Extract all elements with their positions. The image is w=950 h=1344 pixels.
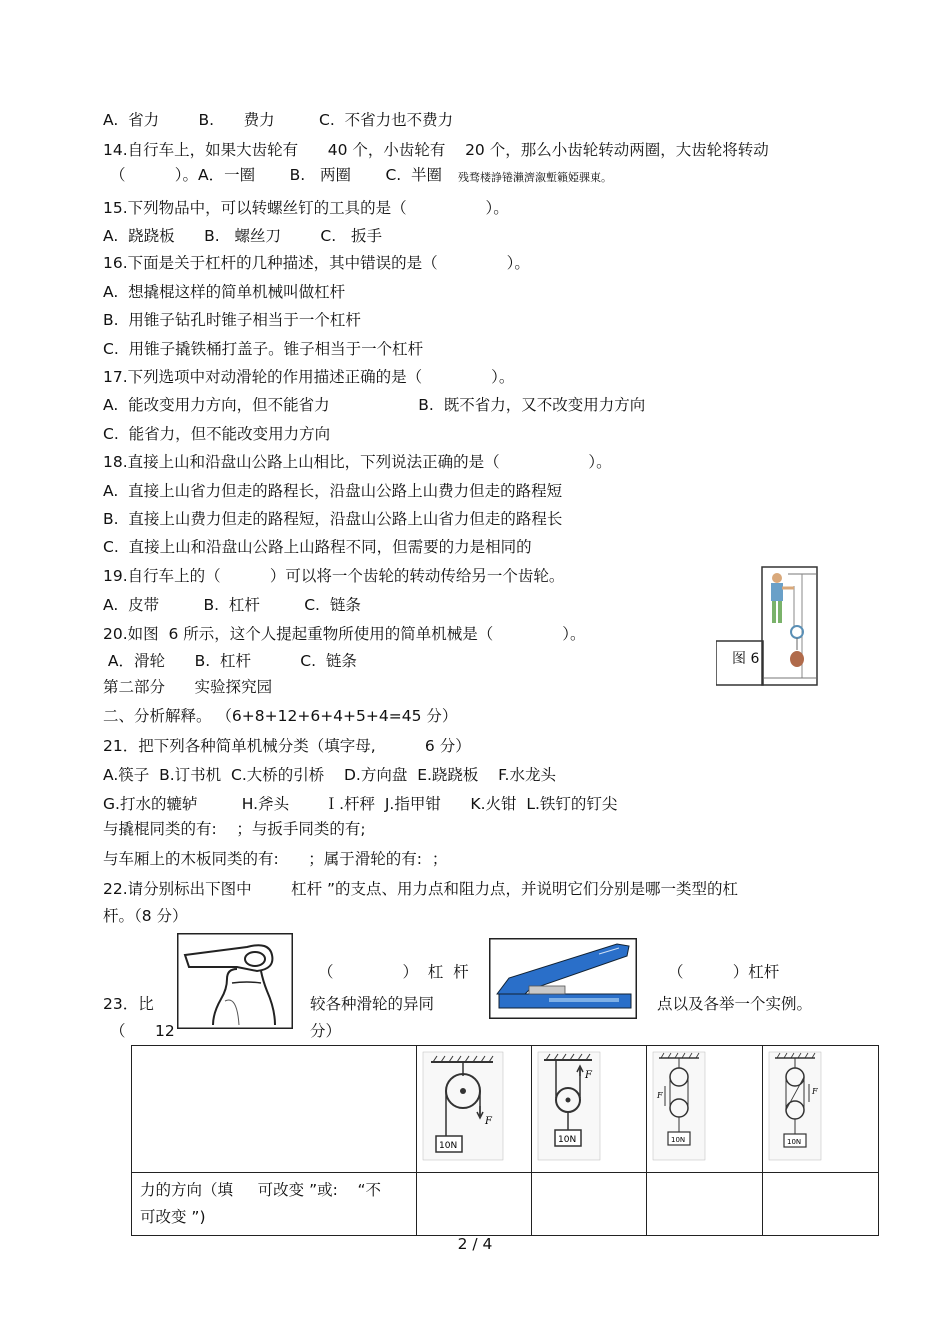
q14-noise-text: 残骛楼諍锩瀨濟溆塹籟婭骒東。 (458, 171, 612, 184)
force-label: F (585, 1070, 592, 1081)
q17-option-c: C. 能省力，但不能改变用力方向 (103, 425, 331, 443)
force-label: F (657, 1091, 663, 1100)
stapler-figure (489, 938, 637, 1019)
pulley-comparison-table (131, 1045, 879, 1236)
q13-options: A. 省力 B. 费力 C. 不省力也不费力 (103, 111, 454, 129)
q18-stem: 18.直接上山和沿盘山公路上山相比，下列说法正确的是（ ）。 (103, 453, 612, 471)
page-number: 2 / 4 (457, 1235, 493, 1253)
q16-stem: 16.下面是关于杠杆的几种描述，其中错误的是（ ）。 (103, 254, 530, 272)
answer-cell-movable[interactable] (532, 1173, 647, 1236)
lever2-blank: （ ）杠杆 (668, 963, 780, 981)
q14-stem: 14.自行车上，如果大齿轮有 40 个，小齿轮有 20 个，那么小齿轮转动两圈，大齿轮将转动 (103, 141, 769, 159)
part-two-heading: 第二部分 实验探究园 (103, 678, 273, 696)
movable-pulley-diagram (532, 1046, 646, 1168)
table-row (132, 1173, 879, 1236)
weight-label: 10N (438, 1141, 457, 1151)
q18-option-c: C. 直接上山和沿盘山公路上山路程不同，但需要的力是相同的 (103, 538, 532, 556)
section-two-heading: 二、分析解释。 （6+8+12+6+4+5+4=45 分） (103, 707, 458, 725)
bottle-opener-illustration (177, 933, 293, 1029)
q23-points: （ 12 (110, 1022, 175, 1040)
q16-option-b: B. 用锥子钻孔时锥子相当于一个杠杆 (103, 311, 361, 329)
q23-number: 23．比 (103, 995, 154, 1013)
q20-stem: 20.如图 6 所示，这个人提起重物所使用的简单机械是（ ）。 (103, 625, 586, 643)
q22-stem-2: 杆。（8 分） (103, 907, 188, 925)
pulley-block-1-cell (647, 1046, 762, 1173)
answer-cell-block-1[interactable] (647, 1173, 762, 1236)
q19-options: A. 皮带 B. 杠杆 C. 链条 (103, 596, 361, 614)
q16-option-a: A. 想撬棍这样的简单机械叫做杠杆 (103, 283, 346, 301)
answer-cell-block-2[interactable] (762, 1173, 878, 1236)
q20-options: A．滑轮 B. 杠杆 C. 链条 (103, 652, 357, 670)
q18-option-a: A. 直接上山省力但走的路程长，沿盘山公路上山费力但走的路程短 (103, 482, 563, 500)
weight-label: 10N (558, 1135, 577, 1145)
q15-options: A. 跷跷板 B. 螺丝刀 C. 扳手 (103, 227, 382, 245)
q21-items-1: A.筷子 B.订书机 C.大桥的引桥 D.方向盘 E.跷跷板 F.水龙头 (103, 766, 556, 784)
q18-option-b: B. 直接上山费力但走的路程短，沿盘山公路上山省力但走的路程长 (103, 510, 563, 528)
stapler-illustration (489, 938, 637, 1019)
lever1-blank: （ ） 杠 杆 (318, 963, 469, 981)
table-header-blank (132, 1046, 417, 1173)
fixed-pulley-cell (416, 1046, 531, 1173)
q16-option-c: C. 用锥子撬铁桶打盖子。锥子相当于一个杠杆 (103, 340, 424, 358)
q21-items-2: G.打水的辘轳 H.斧头 Ｉ.杆秤 J.指甲钳 K.火钳 L.铁钉的钉尖 (103, 795, 618, 813)
weight-label: 10N (786, 1138, 801, 1146)
pulley-block-1-diagram (647, 1046, 761, 1168)
q17-stem: 17.下列选项中对动滑轮的作用描述正确的是（ ）。 (103, 368, 515, 386)
bottle-opener-figure (177, 933, 293, 1029)
q17-options-ab: A. 能改变用力方向，但不能省力 B. 既不省力，又不改变用力方向 (103, 396, 646, 414)
force-label: F (484, 1116, 492, 1127)
q21-answer-1: 与撬棍同类的有: ；与扳手同类的有; (103, 820, 366, 838)
force-direction-label: 力的方向（填 可改变 ”或: “不 可改变 ”) (140, 1181, 382, 1226)
q21-answer-2: 与车厢上的木板同类的有: ；属于滑轮的有: ； (103, 850, 448, 868)
q23-stem-2: 点以及各举一个实例。 (657, 995, 813, 1013)
q23-stem: 较各种滑轮的异同 (310, 995, 435, 1013)
answer-cell-fixed[interactable] (416, 1173, 531, 1236)
q19-stem: 19.自行车上的（ ）可以将一个齿轮的转动传给另一个齿轮。 (103, 567, 565, 585)
table-row (132, 1046, 879, 1173)
pulley-block-2-cell (762, 1046, 878, 1173)
fixed-pulley-diagram (417, 1046, 531, 1168)
weight-label: 10N (671, 1136, 686, 1144)
q15-stem: 15.下列物品中，可以转螺丝钉的工具的是（ ）。 (103, 199, 509, 217)
pulley-block-2-diagram (763, 1046, 878, 1168)
figure-6-label: 图 6 (732, 651, 760, 667)
movable-pulley-cell (532, 1046, 647, 1173)
force-direction-label-cell (132, 1173, 417, 1236)
q23-points-2: 分） (310, 1022, 342, 1040)
force-label: F (811, 1087, 818, 1096)
q21-stem: 21．把下列各种简单机械分类（填字母, 6 分） (103, 737, 471, 755)
figure-6 (716, 566, 818, 686)
q22-stem: 22.请分别标出下图中 杠杆 ”的支点、用力点和阻力点，并说明它们分别是哪一类型的杠 (103, 880, 739, 898)
q14-options: （ ）。A．一圈 B. 两圈 C. 半圈 (110, 166, 443, 184)
